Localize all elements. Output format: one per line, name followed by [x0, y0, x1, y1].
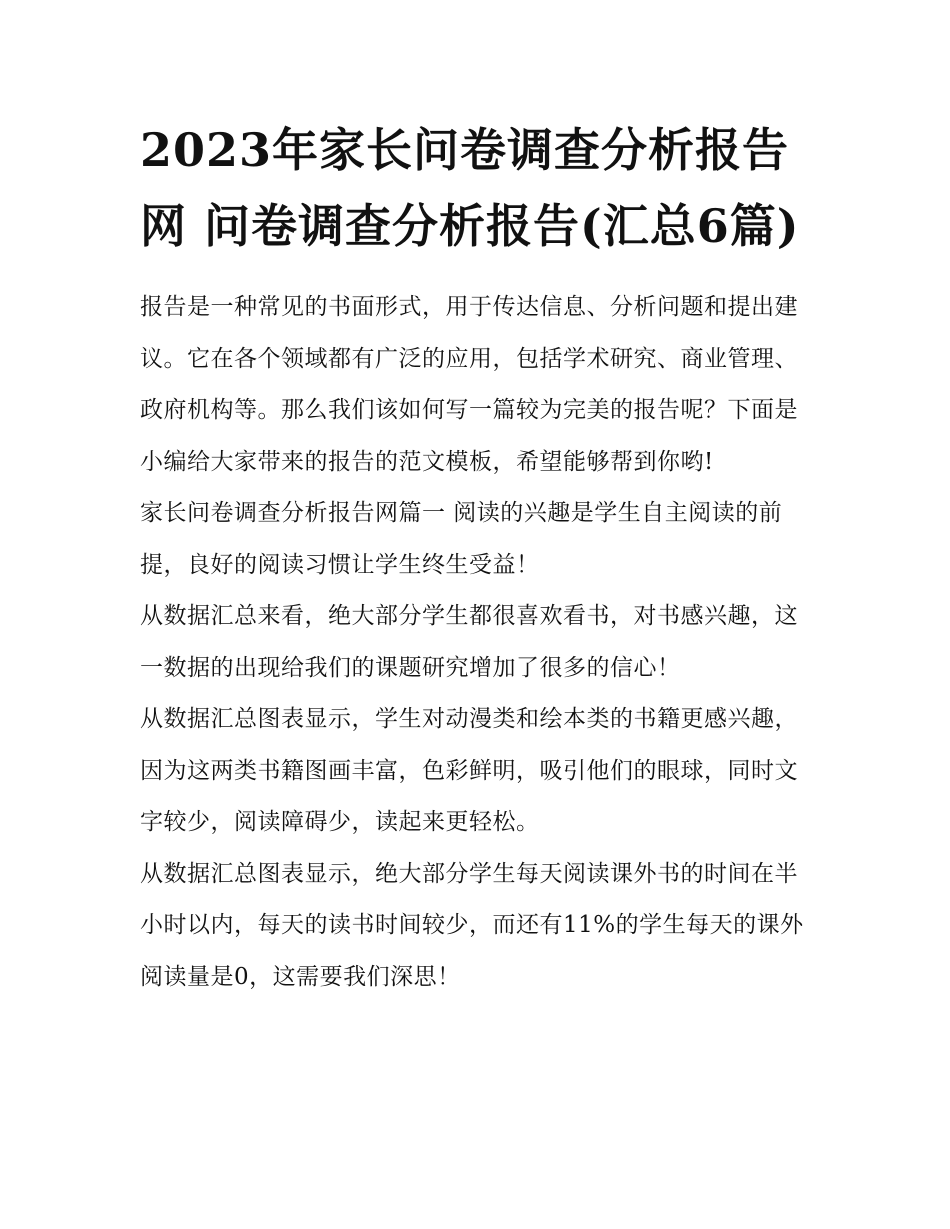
document-body [140, 282, 820, 1003]
paragraph-section-one: 家长问卷调查分析报告网篇一 阅读的兴趣是学生自主阅读的前提，良好的阅读习惯让学生终生受益！ [140, 500, 783, 578]
paragraph-reading-time: 从数据汇总图表显示，绝大部分学生每天阅读课外书的时间在半小时以内，每天的读书时间较少，而还有11%的学生每天的课外阅读量是0，这需要我们深思！ [140, 860, 804, 990]
paragraph-book-types: 从数据汇总图表显示，学生对动漫类和绘本类的书籍更感兴趣，因为这两类书籍图画丰富，色彩鲜明，吸引他们的眼球，同时文字较少，阅读障碍少，读起来更轻松。 [140, 706, 798, 835]
document-title: 2023年家长问卷调查分析报告网 问卷调查分析报告(汇总6篇) [140, 123, 800, 253]
paragraph-interest-data: 从数据汇总来看，绝大部分学生都很喜欢看书，对书感兴趣，这一数据的出现给我们的课题研究增加了很多的信心！ [140, 603, 798, 681]
paragraph-intro: 报告是一种常见的书面形式，用于传达信息、分析问题和提出建议。它在各个领域都有广泛的应用，包括学术研究、商业管理、政府机构等。那么我们该如何写一篇较为完美的报告呢？下面是小编给大家带来的报告的范文模板，希望能够帮到你哟! [140, 294, 798, 475]
